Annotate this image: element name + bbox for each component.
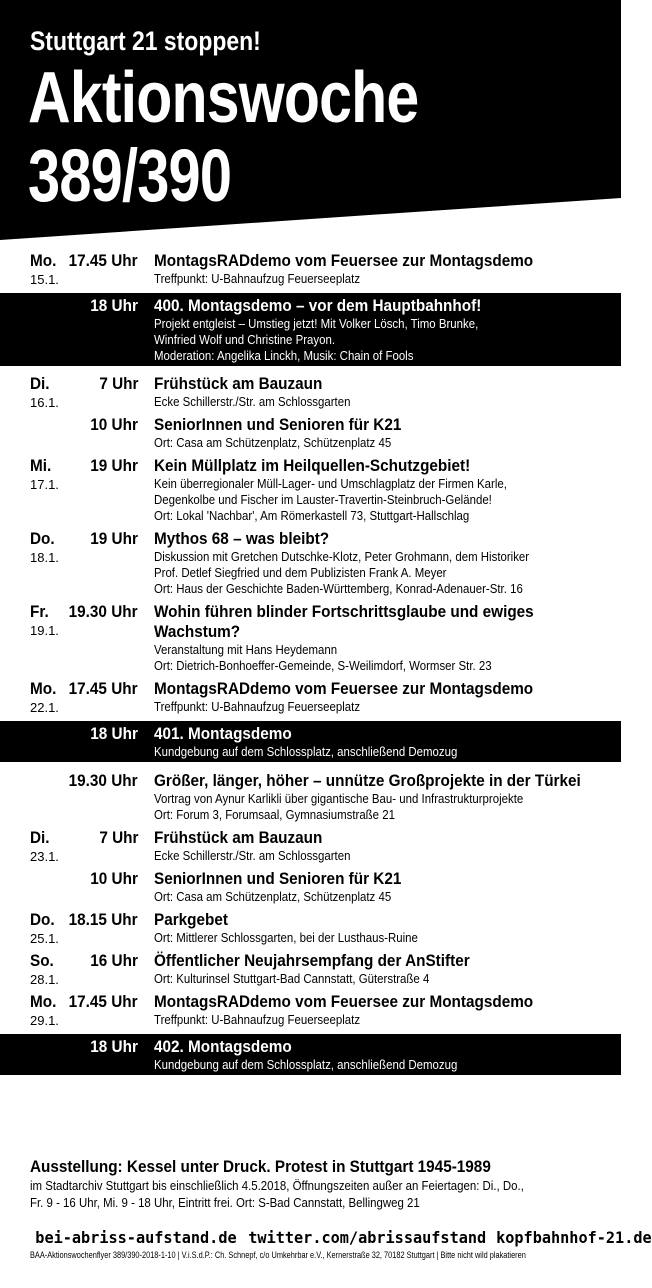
event-row (0, 599, 621, 676)
event-time: 17.45 Uhr (69, 679, 138, 698)
header-banner (0, 0, 621, 240)
event-body (154, 526, 604, 599)
event-detail: Moderation: Angelika Linckh, Musik: Chain of Fools (154, 348, 414, 363)
event-day: Di. (30, 374, 50, 393)
event-title: Frühstück am Bauzaun (154, 828, 323, 847)
event-body (154, 989, 604, 1030)
event-detail: Ecke Schillerstr./Str. am Schlossgarten (154, 394, 351, 409)
event-title: Größer, länger, höher – unnütze Großprojekte in der Türkei (154, 771, 581, 790)
event-detail: Kundgebung auf dem Schlossplatz, anschließend Demozug (154, 744, 458, 759)
event-detail: Ort: Casa am Schützenplatz, Schützenplatz 45 (154, 889, 392, 904)
website-link[interactable]: bei-abriss-aufstand.de (35, 1228, 237, 1247)
event-day: Do. (30, 910, 55, 929)
event-title: Mythos 68 – was bleibt? (154, 529, 330, 548)
event-time: 19 Uhr (90, 456, 138, 475)
event-date: 18.1. (30, 550, 59, 565)
event-time: 19.30 Uhr (69, 771, 138, 790)
event-body (154, 1034, 604, 1075)
header-subtitle: Stuttgart 21 stoppen! (30, 26, 261, 56)
event-day: Fr. (30, 602, 49, 621)
event-row (0, 526, 621, 599)
event-detail: Winfried Wolf und Christine Prayon. (154, 332, 336, 347)
event-time: 18 Uhr (90, 724, 138, 743)
event-title: MontagsRADdemo vom Feuersee zur Montagsdemo (154, 679, 534, 698)
event-detail: Degenkolbe und Fischer im Lauster-Travertin-Steinbruch-Gelände! (154, 492, 492, 507)
event-day: Mo. (30, 679, 57, 698)
event-title: Wohin führen blinder Fortschrittsglaube und ewiges Wachstum? (154, 602, 534, 641)
event-body (154, 453, 604, 526)
event-time: 18 Uhr (90, 1037, 138, 1056)
event-detail: Treffpunkt: U-Bahnaufzug Feuerseeplatz (154, 699, 361, 714)
event-detail: Prof. Detlef Siegfried und dem Publizisten Frank A. Meyer (154, 565, 447, 580)
event-row (0, 412, 621, 453)
twitter-link[interactable]: twitter.com/abrissaufstand (248, 1228, 487, 1247)
event-time: 17.45 Uhr (69, 251, 138, 270)
event-detail: Ort: Haus der Geschichte Baden-Württemberg, Konrad-Adenauer-Str. 16 (154, 581, 523, 596)
event-row (0, 907, 621, 948)
event-detail: Kein überregionaler Müll-Lager- und Umschlagplatz der Firmen Karle, (154, 476, 507, 491)
kopfbahnhof-link[interactable]: kopfbahnhof-21.de (496, 1228, 652, 1247)
event-date: 17.1. (30, 477, 59, 492)
event-body (154, 371, 604, 412)
event-detail: Ort: Mittlerer Schlossgarten, bei der Lusthaus-Ruine (154, 930, 418, 945)
event-body (154, 676, 604, 717)
exhibition-info (30, 1157, 610, 1211)
exhibition-line: Fr. 9 - 16 Uhr, Mi. 9 - 18 Uhr, Eintritt frei. Ort: S-Bad Cannstatt, Bellingweg 21 (30, 1195, 420, 1210)
event-row (0, 948, 621, 989)
event-row (0, 768, 621, 825)
imprint: BAA-Aktionswochenflyer 389/390-2018-1-10 | V.i.S.d.P.: Ch. Schnepf, c/o Umkehrbar e.V., Kernerstraße 32, 70182 Stuttgart | Bitte nicht wild plakatieren (30, 1250, 526, 1260)
event-date: 15.1. (30, 272, 59, 287)
event-body (154, 248, 604, 289)
event-time: 18.15 Uhr (69, 910, 138, 929)
event-time: 19.30 Uhr (69, 602, 138, 621)
exhibition-title: Ausstellung: Kessel unter Druck. Protest in Stuttgart 1945-1989 (30, 1157, 491, 1176)
event-detail: Ort: Forum 3, Forumsaal, Gymnasiumstraße 21 (154, 807, 395, 822)
event-time: 17.45 Uhr (69, 992, 138, 1011)
event-title: Kein Müllplatz im Heilquellen-Schutzgebiet! (154, 456, 471, 475)
event-body (154, 866, 604, 907)
event-time: 10 Uhr (90, 869, 138, 888)
event-time: 19 Uhr (90, 529, 138, 548)
event-row (0, 453, 621, 526)
event-body (154, 768, 604, 825)
event-row (0, 371, 621, 412)
event-date: 28.1. (30, 972, 59, 987)
event-time: 16 Uhr (90, 951, 138, 970)
event-body (154, 599, 604, 676)
event-row (0, 676, 621, 717)
event-date: 25.1. (30, 931, 59, 946)
event-row (0, 866, 621, 907)
event-time: 10 Uhr (90, 415, 138, 434)
event-list (0, 248, 621, 1080)
event-title: 400. Montagsdemo – vor dem Hauptbahnhof! (154, 296, 482, 315)
event-detail: Projekt entgleist – Umstieg jetzt! Mit Volker Lösch, Timo Brunke, (154, 316, 479, 331)
event-title: SeniorInnen und Senioren für K21 (154, 415, 402, 434)
event-detail: Diskussion mit Gretchen Dutschke-Klotz, Peter Grohmann, dem Historiker (154, 549, 530, 564)
event-title: MontagsRADdemo vom Feuersee zur Montagsdemo (154, 251, 534, 270)
event-title: Öffentlicher Neujahrsempfang der AnStifter (154, 951, 470, 970)
event-body (154, 948, 604, 989)
event-body (154, 293, 604, 366)
event-date: 23.1. (30, 849, 59, 864)
event-day: Do. (30, 529, 55, 548)
header-title: Aktionswoche (28, 58, 419, 138)
event-row (0, 825, 621, 866)
event-row (0, 293, 621, 366)
event-time: 7 Uhr (98, 828, 138, 847)
event-row (0, 1034, 621, 1075)
event-detail: Kundgebung auf dem Schlossplatz, anschließend Demozug (154, 1057, 458, 1072)
header-number: 389/390 (28, 134, 232, 217)
event-detail: Ort: Kulturinsel Stuttgart-Bad Cannstatt, Güterstraße 4 (154, 971, 430, 986)
event-detail: Ort: Casa am Schützenplatz, Schützenplatz 45 (154, 435, 392, 450)
event-date: 19.1. (30, 623, 59, 638)
event-detail: Treffpunkt: U-Bahnaufzug Feuerseeplatz (154, 1012, 361, 1027)
event-detail: Veranstaltung mit Hans Heydemann (154, 642, 338, 657)
event-body (154, 825, 604, 866)
event-row (0, 248, 621, 289)
event-title: Parkgebet (154, 910, 228, 929)
event-title: MontagsRADdemo vom Feuersee zur Montagsdemo (154, 992, 534, 1011)
event-row (0, 721, 621, 762)
event-detail: Treffpunkt: U-Bahnaufzug Feuerseeplatz (154, 271, 361, 286)
event-date: 22.1. (30, 700, 59, 715)
event-row (0, 989, 621, 1030)
event-day: Mo. (30, 251, 57, 270)
event-time: 18 Uhr (90, 296, 138, 315)
event-body (154, 907, 604, 948)
event-detail: Vortrag von Aynur Karlikli über gigantische Bau- und Infrastrukturprojekte (154, 791, 524, 806)
event-date: 29.1. (30, 1013, 59, 1028)
footer-links (30, 1228, 652, 1247)
event-day: Di. (30, 828, 50, 847)
event-day: Mi. (30, 456, 52, 475)
event-title: 401. Montagsdemo (154, 724, 292, 743)
event-date: 16.1. (30, 395, 59, 410)
event-detail: Ort: Dietrich-Bonhoeffer-Gemeinde, S-Weilimdorf, Wormser Str. 23 (154, 658, 492, 673)
event-detail: Ort: Lokal 'Nachbar', Am Römerkastell 73, Stuttgart-Hallschlag (154, 508, 470, 523)
event-detail: Ecke Schillerstr./Str. am Schlossgarten (154, 848, 351, 863)
event-day: Mo. (30, 992, 57, 1011)
event-title: SeniorInnen und Senioren für K21 (154, 869, 402, 888)
event-title: 402. Montagsdemo (154, 1037, 292, 1056)
event-body (154, 412, 604, 453)
event-day: So. (30, 951, 54, 970)
event-body (154, 721, 604, 762)
header-date-range: 15.1.- 29.1. (464, 149, 568, 176)
event-time: 7 Uhr (98, 374, 138, 393)
exhibition-line: im Stadtarchiv Stuttgart bis einschließlich 4.5.2018, Öffnungszeiten außer an Feiertagen: Di., Do., (30, 1178, 524, 1193)
event-title: Frühstück am Bauzaun (154, 374, 323, 393)
